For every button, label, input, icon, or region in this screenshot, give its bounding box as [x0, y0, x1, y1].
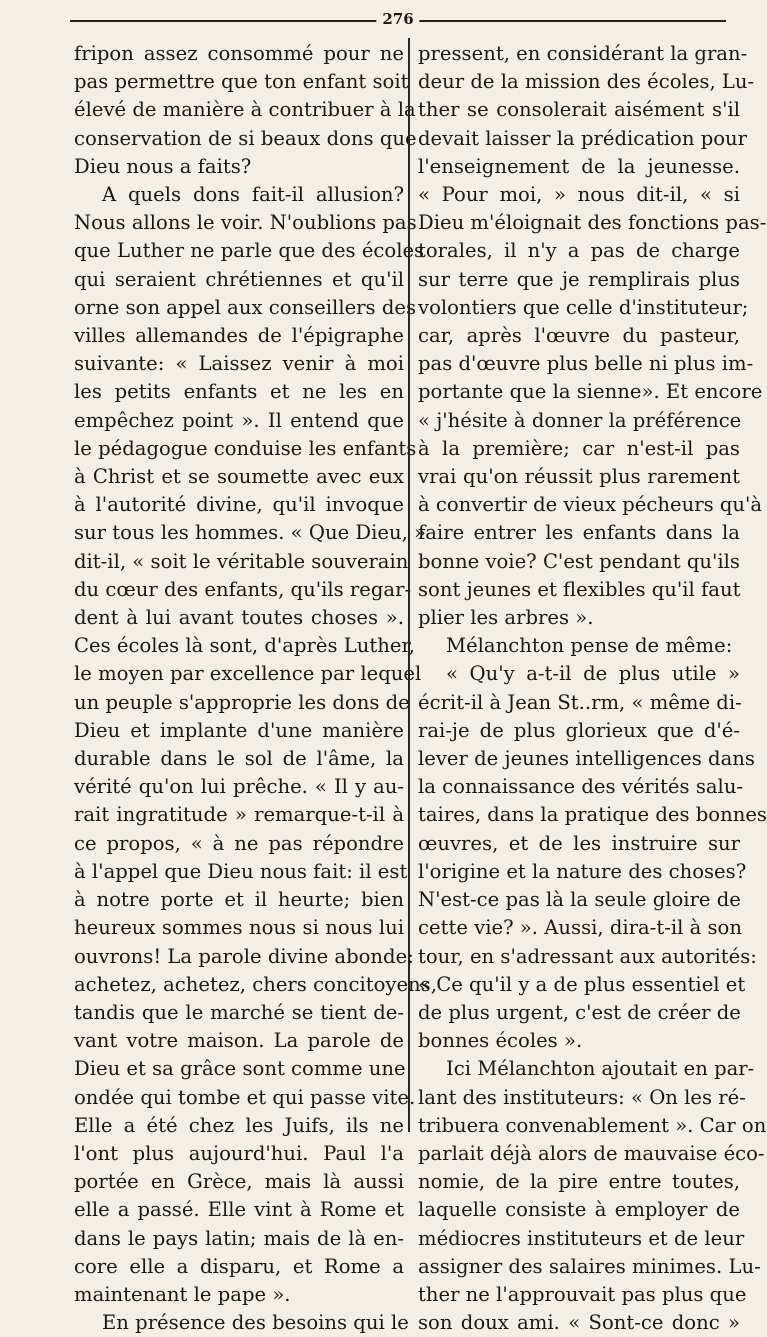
text-line: médiocres instituteurs et de leur: [418, 1226, 745, 1250]
text-line: A quels dons fait-il allusion?: [102, 183, 404, 207]
text-line: qui seraient chrétiennes et qu'il: [74, 267, 404, 291]
text-line: que Luther ne parle que des écoles: [74, 239, 425, 263]
text-line: l'ont plus aujourd'hui. Paul l'a: [74, 1141, 404, 1165]
text-line: pas permettre que ton enfant soit: [74, 70, 409, 94]
text-line: vérité qu'on lui prêche. « Il y au-: [74, 775, 404, 799]
text-line: bonne voie? C'est pendant qu'ils: [418, 549, 740, 573]
text-line: Dieu et implante d'une manière: [74, 718, 404, 742]
text-line: torales, il n'y a pas de charge: [418, 239, 740, 263]
left-column: [74, 40, 437, 1335]
text-line: l'enseignement de la jeunesse.: [418, 154, 740, 178]
text-line: à notre porte et il heurte; bien: [74, 888, 404, 912]
text-line: plier les arbres ».: [418, 606, 594, 630]
text-line: « Qu'y a-t-il de plus utile »: [446, 662, 740, 686]
text-line: son doux ami. « Sont-ce donc »: [418, 1311, 740, 1335]
text-line: sont jeunes et flexibles qu'il faut: [418, 577, 741, 601]
text-line: rait ingratitude » remarque-t-il à: [74, 803, 404, 827]
text-line: Dieu nous a faits?: [74, 154, 252, 178]
text-line: core elle a disparu, et Rome a: [74, 1254, 404, 1278]
text-line: achetez, achetez, chers concitoyens,: [74, 972, 437, 996]
text-line: à la première; car n'est-il pas: [418, 436, 740, 460]
text-line: œuvres, et de les instruire sur: [418, 831, 740, 855]
column-divider: [408, 38, 410, 1132]
right-column: [418, 40, 767, 1335]
text-line: ther se consolerait aisément s'il: [418, 98, 740, 122]
text-line: Nous allons le voir. N'oublions pas: [74, 211, 417, 235]
text-line: portante que la sienne». Et encore: [418, 380, 763, 404]
text-line: car, après l'œuvre du pasteur,: [418, 324, 740, 348]
text-line: sur tous les hommes. « Que Dieu, »: [74, 521, 427, 545]
text-line: rai-je de plus glorieux que d'é-: [418, 718, 740, 742]
text-line: durable dans le sol de l'âme, la: [74, 747, 404, 771]
text-line: Dieu et sa grâce sont comme une: [74, 1057, 406, 1081]
text-line: « j'hésite à donner la préférence: [418, 408, 742, 432]
text-line: vant votre maison. La parole de: [74, 1029, 404, 1053]
text-line: sur terre que je remplirais plus: [418, 267, 740, 291]
text-line: N'est-ce pas là la seule gloire de: [418, 888, 741, 912]
text-line: « Pour moi, » nous dit-il, « si: [418, 183, 740, 207]
text-line: empêchez point ». Il entend que: [74, 408, 404, 432]
text-line: lever de jeunes intelligences dans: [418, 747, 755, 771]
text-line: tour, en s'adressant aux autorités:: [418, 944, 757, 968]
text-line: Mélanchton pense de même:: [446, 634, 733, 658]
text-line: élevé de manière à contribuer à la: [74, 98, 416, 122]
text-line: dent à lui avant toutes choses ».: [74, 606, 404, 630]
text-line: la connaissance des vérités salu-: [418, 775, 744, 799]
text-line: heureux sommes nous si nous lui: [74, 916, 404, 940]
text-line: bonnes écoles ».: [418, 1029, 583, 1053]
text-line: ondée qui tombe et qui passe vite.: [74, 1085, 416, 1109]
text-line: « Ce qu'il y a de plus essentiel et: [418, 972, 746, 996]
text-line: écrit-il à Jean St..rm, « même di-: [418, 690, 742, 714]
text-line: parlait déjà alors de mauvaise éco-: [418, 1141, 765, 1165]
text-line: cette vie? ». Aussi, dira-t-il à son: [418, 916, 742, 940]
text-line: elle a passé. Elle vint à Rome et: [74, 1198, 404, 1222]
text-line: un peuple s'approprie les dons de: [74, 690, 410, 714]
text-line: orne son appel aux conseillers des: [74, 295, 417, 319]
text-line: le pédagogue conduise les enfants: [74, 436, 417, 460]
text-line: maintenant le pape ».: [74, 1282, 291, 1306]
text-line: le moyen par excellence par lequel: [74, 662, 422, 686]
text-line: dit-il, « soit le véritable souverain: [74, 549, 409, 573]
text-line: à l'autorité divine, qu'il invoque: [74, 493, 404, 517]
text-line: fripon assez consommé pour ne: [74, 42, 404, 65]
text-line: Dieu m'éloignait des fonctions pas-: [418, 211, 767, 235]
text-line: de plus urgent, c'est de créer de: [418, 1000, 741, 1024]
text-line: à Christ et se soumette avec eux: [74, 465, 404, 489]
text-line: dans le pays latin; mais de là en-: [74, 1226, 404, 1250]
text-line: pressent, en considérant la gran-: [418, 42, 748, 65]
text-line: pas d'œuvre plus belle ni plus im-: [418, 352, 754, 376]
text-line: deur de la mission des écoles, Lu-: [418, 70, 755, 94]
text-line: tandis que le marché se tient de-: [74, 1000, 404, 1024]
text-line: suivante: « Laissez venir à moi: [74, 352, 404, 376]
text-line: à l'appel que Dieu nous fait: il est: [74, 859, 408, 883]
text-line: devait laisser la prédication pour: [418, 126, 748, 150]
page-number: 276: [376, 8, 419, 30]
text-line: l'origine et la nature des choses?: [418, 859, 747, 883]
text-line: portée en Grèce, mais là aussi: [74, 1170, 404, 1194]
text-line: assigner des salaires minimes. Lu-: [418, 1254, 761, 1278]
text-line: En présence des besoins qui le: [102, 1311, 409, 1335]
text-line: laquelle consiste à employer de: [418, 1198, 740, 1222]
text-line: du cœur des enfants, qu'ils regar-: [74, 577, 412, 601]
text-line: à convertir de vieux pécheurs qu'à: [418, 493, 763, 517]
text-line: lant des instituteurs: « On les ré-: [418, 1085, 746, 1109]
text-line: ther ne l'approuvait pas plus que: [418, 1282, 747, 1306]
text-line: les petits enfants et ne les en: [74, 380, 404, 404]
text-line: Ici Mélanchton ajoutait en par-: [446, 1057, 755, 1081]
text-line: vrai qu'on réussit plus rarement: [418, 465, 740, 489]
text-line: tribuera convenablement ». Car on: [418, 1113, 767, 1137]
text-line: villes allemandes de l'épigraphe: [74, 324, 404, 348]
text-line: volontiers que celle d'instituteur;: [418, 295, 749, 319]
page-header: [70, 8, 726, 32]
text-line: conservation de si beaux dons que: [74, 126, 417, 150]
text-line: Elle a été chez les Juifs, ils ne: [74, 1113, 404, 1137]
text-line: taires, dans la pratique des bonnes: [418, 803, 767, 827]
text-line: faire entrer les enfants dans la: [418, 521, 740, 545]
text-line: nomie, de la pire entre toutes,: [418, 1170, 740, 1194]
text-line: ouvrons! La parole divine abonde:: [74, 944, 414, 968]
text-line: Ces écoles là sont, d'après Luther,: [74, 634, 415, 658]
text-line: ce propos, « à ne pas répondre: [74, 831, 404, 855]
